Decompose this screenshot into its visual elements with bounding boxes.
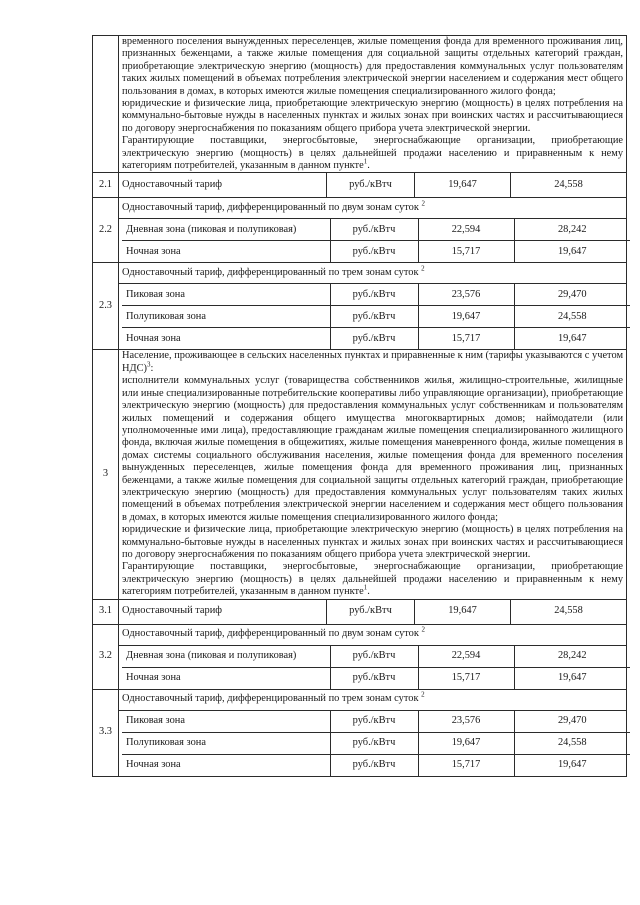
tariff-subrow: [122, 732, 630, 754]
tariff-subtable-cell: [119, 645, 627, 689]
row-number: 3.3: [93, 689, 119, 776]
tariff-subtable-cell: [119, 219, 627, 263]
tariff-subtable: [122, 646, 630, 689]
tariff-group-3-3-body: [93, 710, 627, 776]
row-number: [93, 36, 119, 173]
tariff-unit: руб./кВтч: [330, 306, 418, 328]
tariff-group-title: [119, 263, 627, 284]
tariff-subtable: [122, 219, 630, 262]
zone-name: Полупиковая зона: [122, 306, 330, 328]
footnote-mark: 2: [421, 264, 425, 273]
section-3-description: [119, 350, 627, 599]
tariff-row-3-1: [93, 599, 627, 624]
tariff-value-2: 19,647: [514, 754, 630, 776]
tariff-value-1: 19,647: [415, 173, 511, 198]
paragraph-text: Гарантирующие поставщики, энергосбытовые, энергоснабжающие организации, приобретающие электрическую энергию (мощность) в целях дальнейшей продажи населению и приравненным к нему категориям потребителей, указанным в данном пункте: [122, 561, 624, 598]
tariff-value-2: 19,647: [514, 241, 630, 263]
zone-name: Ночная зона: [122, 241, 330, 263]
tariff-subrow: [122, 646, 630, 668]
tariff-subtable-cell: [119, 284, 627, 350]
zone-name: Ночная зона: [122, 754, 330, 776]
tariff-value-2: 19,647: [514, 328, 630, 350]
tariff-value-1: 23,576: [418, 711, 514, 733]
row-number: 2.3: [93, 263, 119, 350]
tariff-value-1: 15,717: [418, 328, 514, 350]
tariff-subrow: [122, 328, 630, 350]
tariff-subtable: [122, 711, 630, 776]
tariff-unit: руб./кВтч: [330, 646, 418, 668]
tariff-group-title: [119, 198, 627, 219]
zone-name: Ночная зона: [122, 328, 330, 350]
tariff-unit: руб./кВтч: [330, 732, 418, 754]
row-number: 3.2: [93, 624, 119, 689]
section-3-description-row: [93, 350, 627, 599]
tariff-subrow: [122, 219, 630, 241]
section-2-description: [119, 36, 627, 173]
tariff-unit: руб./кВтч: [327, 599, 415, 624]
zone-name: Полупиковая зона: [122, 732, 330, 754]
footnote-mark: 1: [363, 157, 368, 166]
group-title-text: Одноставочный тариф, дифференцированный по трем зонам суток: [122, 693, 419, 705]
tariff-subrow: [122, 711, 630, 733]
tariff-value-1: 19,647: [415, 599, 511, 624]
paragraph: юридические и физические лица, приобретающие электрическую энергию (мощность) в целях потребления на коммунально-бытовые нужды в населенных пунктах и жилых зонах при воинских частях и рассчитывающиеся по договору энергоснабжения по показаниям общего прибора учета электрической энергии.: [122, 524, 624, 560]
section-title-text: Население, проживающее в сельских населенных пунктах и приравненные к ним (тарифы указываются с учетом НДС): [122, 350, 624, 374]
tariff-name: Одноставочный тариф: [119, 173, 327, 198]
row-number: 3.1: [93, 599, 119, 624]
paragraph: Гарантирующие поставщики, энергосбытовые, энергоснабжающие организации, приобретающие электрическую энергию (мощность) в целях дальнейшей продажи населению и приравненным к нему категориям потребителей, указанным в данном пункте$^1$.: [122, 561, 624, 598]
tariff-value-1: 19,647: [418, 306, 514, 328]
paragraph: юридические и физические лица, приобретающие электрическую энергию (мощность) в целях потребления на коммунально-бытовые нужды в населенных пунктах и жилых зонах при воинских частях и рассчитывающиеся по договору энергоснабжения по показаниям общего прибора учета электрической энергии.: [122, 98, 624, 134]
tariff-subrow: [122, 284, 630, 306]
paragraph-text: Гарантирующие поставщики, энергосбытовые, энергоснабжающие организации, приобретающие электрическую энергию (мощность) в целях дальнейшей продажи населению и приравненным к нему категориям потребителей, указанным в данном пункте: [122, 135, 624, 172]
zone-name: Дневная зона (пиковая и полупиковая): [122, 219, 330, 241]
tariff-unit: руб./кВтч: [327, 173, 415, 198]
footnote-mark: 3: [146, 360, 151, 369]
tariff-group-2-2-header: [93, 198, 627, 219]
group-title-text: Одноставочный тариф, дифференцированный по трем зонам суток: [122, 267, 419, 279]
paragraph: Гарантирующие поставщики, энергосбытовые, энергоснабжающие организации, приобретающие электрическую энергию (мощность) в целях дальнейшей продажи населению и приравненным к нему категориям потребителей, указанным в данном пункте$^1$.: [122, 135, 624, 172]
tariff-group-3-2-header: [93, 624, 627, 645]
tariff-unit: руб./кВтч: [330, 241, 418, 263]
tariff-unit: руб./кВтч: [330, 219, 418, 241]
tariff-subrow: [122, 306, 630, 328]
tariff-value-2: 24,558: [511, 599, 627, 624]
tariff-subrow: [122, 667, 630, 689]
tariff-value-1: 15,717: [418, 241, 514, 263]
row-number: 3: [93, 350, 119, 599]
paragraph: временного поселения вынужденных переселенцев, жилые помещения фонда для временного проживания лиц, признанных беженцами, а также жилые помещения для социальной защиты отдельных категорий граждан, приобретающие электрическую энергию (мощность) для предоставления коммунальных услуг пользователям таких жилых помещений в объемах потребления электрической энергии населением и содержания мест общего пользования в домах, в которых имеются жилые помещения специализированного жилого фонда;: [122, 36, 624, 97]
zone-name: Пиковая зона: [122, 711, 330, 733]
section-2-description-row: [93, 36, 627, 173]
tariff-value-1: 19,647: [418, 732, 514, 754]
row-number: 2.2: [93, 198, 119, 263]
tariff-subtable: [122, 284, 630, 349]
tariff-value-1: 15,717: [418, 667, 514, 689]
tariff-unit: руб./кВтч: [330, 711, 418, 733]
tariff-name: Одноставочный тариф: [119, 599, 327, 624]
tariff-group-2-3-body: [93, 284, 627, 350]
zone-name: Пиковая зона: [122, 284, 330, 306]
tariff-group-3-2-body: [93, 645, 627, 689]
tariff-value-2: 24,558: [514, 732, 630, 754]
row-number: 2.1: [93, 173, 119, 198]
tariff-value-1: 22,594: [418, 219, 514, 241]
tariff-value-2: 24,558: [514, 306, 630, 328]
tariff-value-2: 29,470: [514, 284, 630, 306]
tariff-subrow: [122, 241, 630, 263]
footnote-mark: 2: [421, 625, 426, 634]
zone-name: Дневная зона (пиковая и полупиковая): [122, 646, 330, 668]
tariff-group-3-3-header: [93, 689, 627, 710]
tariff-unit: руб./кВтч: [330, 284, 418, 306]
footnote-mark: 1: [363, 583, 368, 592]
group-title-text: Одноставочный тариф, дифференцированный по двум зонам суток: [122, 628, 419, 640]
tariff-group-2-3-header: [93, 263, 627, 284]
tariff-subrow: [122, 754, 630, 776]
tariff-value-2: 28,242: [514, 219, 630, 241]
footnote-mark: 2: [421, 690, 425, 699]
tariff-value-2: 24,558: [511, 173, 627, 198]
tariff-group-title: [119, 624, 627, 645]
tariff-value-1: 15,717: [418, 754, 514, 776]
tariff-unit: руб./кВтч: [330, 754, 418, 776]
tariff-value-1: 22,594: [418, 646, 514, 668]
section-title: Население, проживающее в сельских населенных пунктах и приравненные к ним (тарифы указываются с учетом НДС)$^3$:: [122, 350, 624, 374]
tariff-value-2: 19,647: [514, 667, 630, 689]
tariff-row-2-1: [93, 173, 627, 198]
tariff-subtable-cell: [119, 710, 627, 776]
tariff-value-2: 29,470: [514, 711, 630, 733]
footnote-mark: 2: [421, 199, 426, 208]
paragraph: исполнители коммунальных услуг (товарищества собственников жилья, жилищно-строительные, жилищные или иные специализированные потребительские кооперативы либо управляющие организации), приобретающие электрическую энергию (мощность) для предоставления коммунальных услуг собственникам и пользователям жилых помещений и содержания общего имущества многоквартирных домов; наймодатели (или уполномоченные ими лица), предоставляющие гражданам жилые помещения специализированного жилищного фонда, включая жилые помещения в общежитиях, жилые помещения маневренного фонда, жилые помещения в домах системы социального обслуживания населения, жилые помещения фонда для временного поселения вынужденных переселенцев, жилые помещения фонда для временного проживания лиц, признанных беженцами, а также жилые помещения для социальной защиты отдельных категорий граждан, приобретающие электрическую энергию (мощность) для предоставления коммунальных услуг пользователям таких жилых помещений в объемах потребления электрической энергии населением и содержания мест общего пользования в домах, в которых имеются жилые помещения специализированного жилого фонда;: [122, 375, 624, 523]
tariff-unit: руб./кВтч: [330, 667, 418, 689]
tariff-value-1: 23,576: [418, 284, 514, 306]
tariff-table: [92, 35, 627, 777]
tariff-value-2: 28,242: [514, 646, 630, 668]
tariff-group-title: [119, 689, 627, 710]
tariff-group-2-2-body: [93, 219, 627, 263]
zone-name: Ночная зона: [122, 667, 330, 689]
tariff-unit: руб./кВтч: [330, 328, 418, 350]
group-title-text: Одноставочный тариф, дифференцированный по двум зонам суток: [122, 202, 419, 214]
